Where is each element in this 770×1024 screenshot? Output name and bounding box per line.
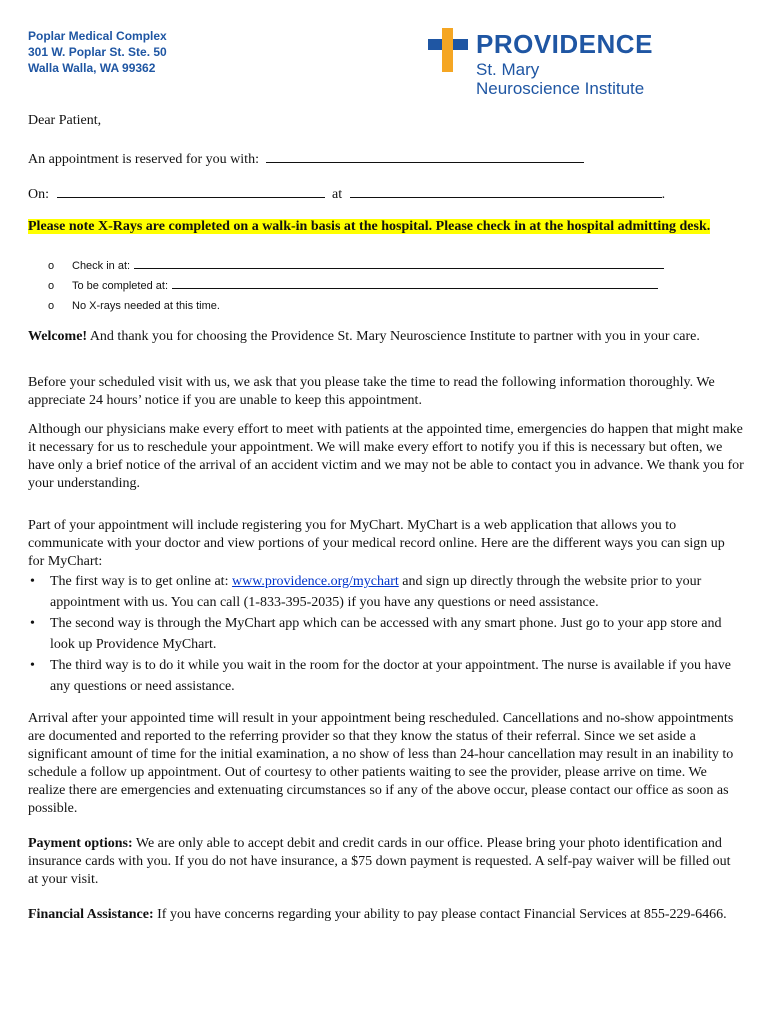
- appointment-with-blank[interactable]: [266, 148, 584, 163]
- bullet-icon: •: [30, 574, 35, 589]
- before-visit-paragraph: Before your scheduled visit with us, we ask that you please take the time to read the following information thoroughly. We appreciate 24 hours’ notice if you are unable to keep this appointment.: [28, 375, 715, 408]
- address-line-1: Poplar Medical Complex: [28, 29, 167, 43]
- welcome-bold: Welcome!: [28, 329, 88, 344]
- circle-bullet-icon: o: [48, 260, 55, 272]
- at-label: at: [332, 187, 343, 202]
- welcome-paragraph: [28, 328, 744, 346]
- on-label: On:: [28, 187, 49, 202]
- financial-bold: Financial Assistance:: [28, 907, 154, 922]
- logo-brand: PROVIDENCE: [476, 29, 653, 59]
- financial-text: If you have concerns regarding your ability to pay please contact Financial Services at 855-229-6466.: [153, 907, 727, 922]
- logo-subtitle-2: Neuroscience Institute: [476, 79, 645, 98]
- appointment-date-line: [28, 183, 665, 204]
- xray-note: [28, 218, 738, 235]
- list-item: • The second way is through the MyChart app which can be accessed with any smart phone. Just go to your app store and look up Providence MyChart.: [28, 613, 744, 655]
- financial-paragraph: [28, 906, 744, 924]
- payment-paragraph: [28, 835, 744, 889]
- period: .: [661, 187, 666, 202]
- date-blank[interactable]: [57, 183, 325, 198]
- list-item: • The first way is to get online at: www.providence.org/mychart and sign up directly through the website prior to your appointment with us. You can call (1-833-395-2035) if you have any questions or need assistance.: [28, 571, 744, 613]
- bullet-icon: •: [30, 658, 35, 673]
- mychart-link[interactable]: www.providence.org/mychart: [231, 574, 399, 589]
- cross-icon: [428, 28, 468, 72]
- mychart-intro-paragraph: Part of your appointment will include registering you for MyChart. MyChart is a web application that allows you to communicate with your doctor and view portions of your medical record online. Here are the different ways you can sign up for MyChart:: [28, 518, 725, 569]
- checklist-label: Check in at:: [72, 260, 131, 272]
- providence-logo: [428, 26, 698, 102]
- appointment-with-line: [28, 148, 584, 169]
- welcome-text: And thank you for choosing the Providence St. Mary Neuroscience Institute to partner with you in your care.: [87, 329, 700, 344]
- checklist-label: No X-rays needed at this time.: [72, 300, 220, 312]
- arrival-paragraph: Arrival after your appointed time will result in your appointment being rescheduled. Cancellations and no-show appointments are documented and reported to the referring provider so that they know the status of their referral. Since we set aside a significant amount of time for the initial examination, a no show of less than 24-hour cancellation may result in an inability to schedule a follow up appointment. Out of courtesy to other patients waiting to see the provider, please arrive on time. We realize there are emergencies and extenuating circumstances so if any of the above occur, please contact our office as soon as possible.: [28, 711, 734, 816]
- payment-bold: Payment options:: [28, 836, 133, 851]
- bullet-icon: •: [30, 616, 35, 631]
- circle-bullet-icon: o: [48, 280, 55, 292]
- appointment-with-label: An appointment is reserved for you with:: [28, 152, 259, 167]
- address-line-3: Walla Walla, WA 99362: [28, 61, 156, 75]
- although-paragraph: Although our physicians make every effort to meet with patients at the appointed time, emergencies do happen that might make it necessary for us to reschedule your appointment. We will make every effort to notify you if this is necessary but often, we have only a brief notice of the arrival of an accident victim and we may not be able to contact you in advance. We thank you for your understanding.: [28, 422, 744, 491]
- circle-bullet-icon: o: [48, 300, 55, 312]
- clinic-address: [28, 28, 167, 76]
- xray-note-text: Please note X-Rays are completed on a walk-in basis at the hospital. Please check in at the hospital admitting desk.: [28, 219, 711, 234]
- time-blank[interactable]: [350, 183, 662, 198]
- payment-text: We are only able to accept debit and credit cards in our office. Please bring your photo identification and insurance cards with you. If you do not have insurance, a $75 down payment is requested. A self-pay waiver will be filled out at your visit.: [28, 836, 731, 887]
- mychart-options-list: [28, 571, 744, 697]
- to-be-completed-blank[interactable]: [172, 276, 658, 289]
- address-line-2: 301 W. Poplar St. Ste. 50: [28, 45, 167, 59]
- checklist-label: To be completed at:: [72, 280, 169, 292]
- list-item: • The third way is to do it while you wait in the room for the doctor at your appointment. The nurse is available if you have any questions or need assistance.: [28, 655, 744, 697]
- check-in-blank[interactable]: [134, 256, 664, 269]
- logo-subtitle-1: St. Mary: [476, 60, 540, 79]
- greeting: Dear Patient,: [28, 113, 102, 128]
